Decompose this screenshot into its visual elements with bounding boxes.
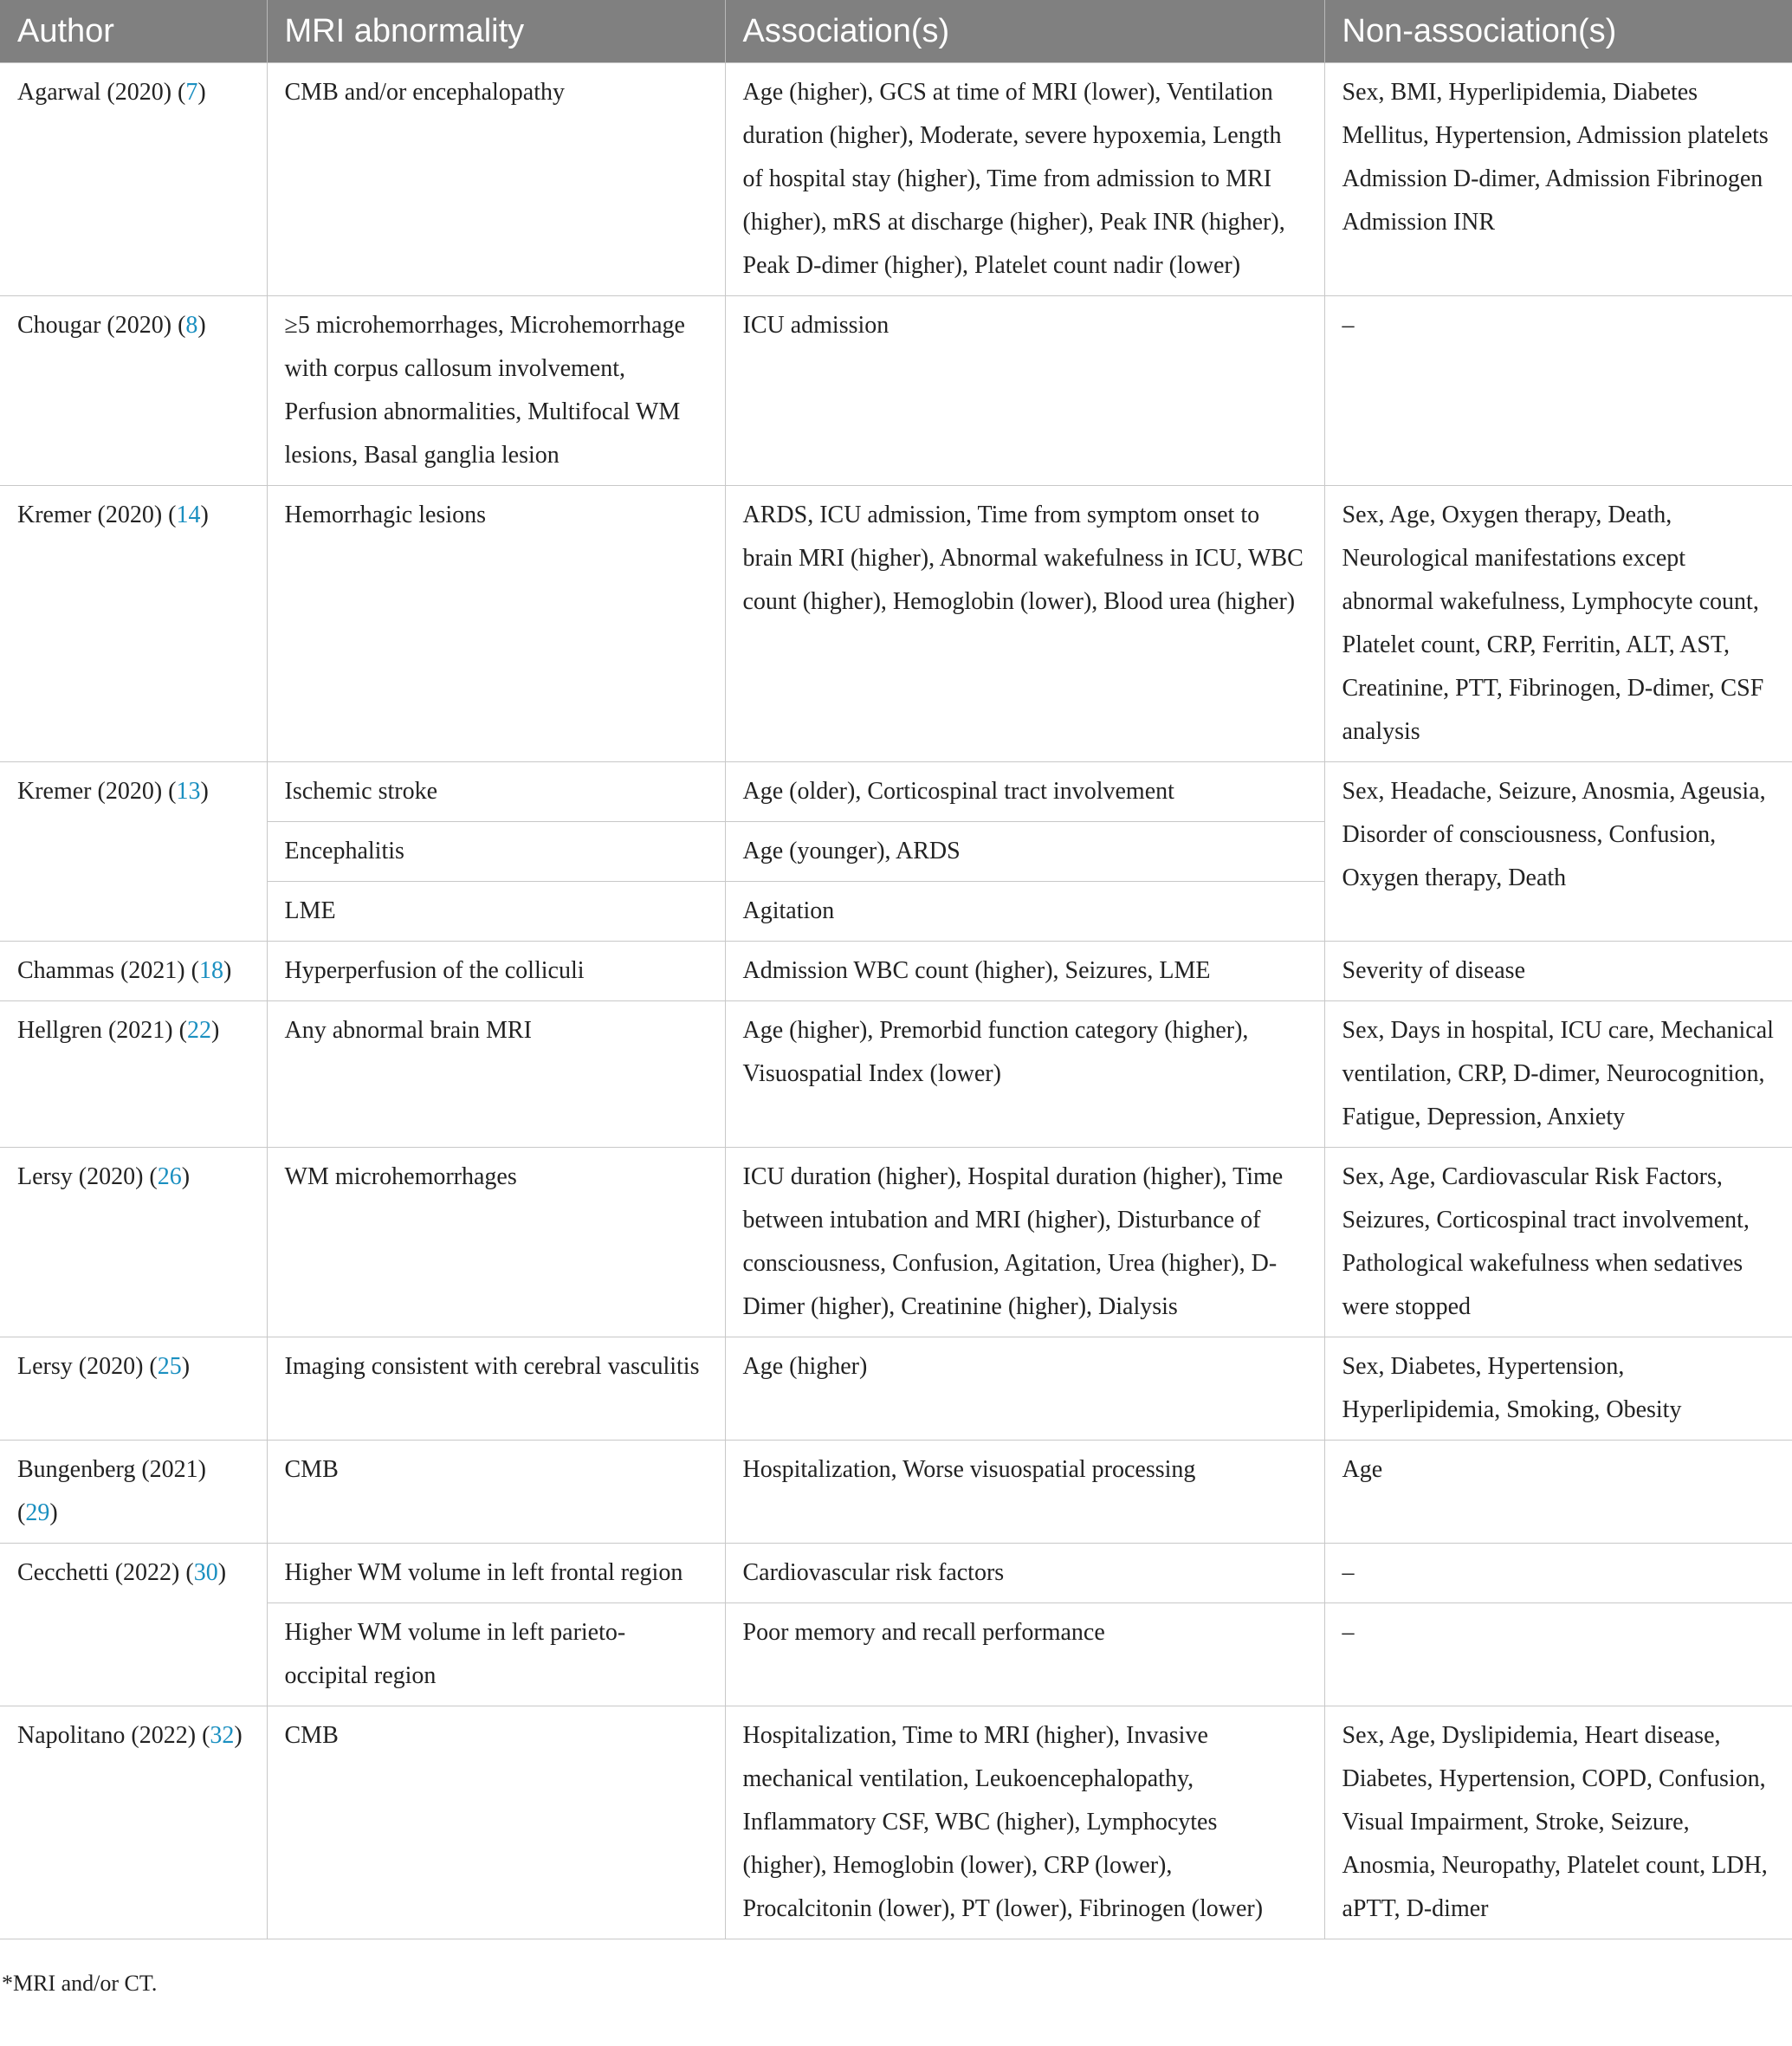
reference-link[interactable]: 18 [198, 957, 223, 984]
table-row [0, 1001, 1792, 1148]
mri-cell: Higher WM volume in left parieto-occipital region [267, 1603, 725, 1706]
table-row [0, 1706, 1792, 1939]
mri-cell: WM microhemorrhages [267, 1148, 725, 1337]
author-cell: Kremer (2020) (13) [0, 762, 267, 942]
non-association-cell: Sex, Days in hospital, ICU care, Mechanical ventilation, CRP, D-dimer, Neurocognition, Fatigue, Depression, Anxiety [1324, 1001, 1792, 1148]
reference-link[interactable]: 7 [185, 79, 198, 106]
association-cell: ARDS, ICU admission, Time from symptom onset to brain MRI (higher), Abnormal wakefulness in ICU, WBC count (higher), Hemoglobin (lower), Blood urea (higher) [725, 486, 1324, 762]
author-cell: Napolitano (2022) (32) [0, 1706, 267, 1939]
header-associations: Association(s) [725, 0, 1324, 63]
association-cell: ICU admission [725, 296, 1324, 486]
table-row [0, 1544, 1792, 1603]
reference-link[interactable]: 32 [210, 1722, 235, 1749]
table-body [0, 63, 1792, 1939]
non-association-cell: Age [1324, 1441, 1792, 1544]
reference-link[interactable]: 26 [157, 1163, 182, 1190]
mri-cell: ≥5 microhemorrhages, Microhemorrhage with corpus callosum involvement, Perfusion abnormalities, Multifocal WM lesions, Basal ganglia lesion [267, 296, 725, 486]
mri-cell: LME [267, 882, 725, 942]
association-cell: Age (younger), ARDS [725, 822, 1324, 882]
association-cell: ICU duration (higher), Hospital duration (higher), Time between intubation and MRI (higher), Disturbance of consciousness, Confusion, Agitation, Urea (higher), D-Dimer (higher), Creatinine (higher), Dialysis [725, 1148, 1324, 1337]
header-row [0, 0, 1792, 63]
mri-cell: Any abnormal brain MRI [267, 1001, 725, 1148]
author-cell: Agarwal (2020) (7) [0, 63, 267, 296]
author-cell: Lersy (2020) (26) [0, 1148, 267, 1337]
reference-link[interactable]: 8 [185, 312, 198, 339]
association-cell: Cardiovascular risk factors [725, 1544, 1324, 1603]
mri-cell: Hyperperfusion of the colliculi [267, 942, 725, 1001]
non-association-cell: Sex, Age, Cardiovascular Risk Factors, Seizures, Corticospinal tract involvement, Pathological wakefulness when sedatives were stopped [1324, 1148, 1792, 1337]
table-row [0, 942, 1792, 1001]
table-row [0, 63, 1792, 296]
non-association-cell: – [1324, 296, 1792, 486]
mri-cell: Imaging consistent with cerebral vasculitis [267, 1337, 725, 1441]
table-row [0, 1603, 1792, 1706]
non-association-cell: Sex, BMI, Hyperlipidemia, Diabetes Mellitus, Hypertension, Admission platelets Admission D-dimer, Admission Fibrinogen Admission INR [1324, 63, 1792, 296]
author-cell: Lersy (2020) (25) [0, 1337, 267, 1441]
header-non-associations: Non-association(s) [1324, 0, 1792, 63]
table-row [0, 296, 1792, 486]
reference-link[interactable]: 30 [193, 1559, 218, 1586]
association-cell: Agitation [725, 882, 1324, 942]
header-author: Author [0, 0, 267, 63]
reference-link[interactable]: 22 [186, 1017, 211, 1044]
table-header [0, 0, 1792, 63]
reference-link[interactable]: 29 [25, 1499, 50, 1526]
table-row [0, 1337, 1792, 1441]
non-association-cell: Sex, Age, Dyslipidemia, Heart disease, Diabetes, Hypertension, COPD, Confusion, Visual Impairment, Stroke, Seizure, Anosmia, Neuropathy, Platelet count, LDH, aPTT, D-dimer [1324, 1706, 1792, 1939]
association-cell: Hospitalization, Time to MRI (higher), Invasive mechanical ventilation, Leukoencephalopathy, Inflammatory CSF, WBC (higher), Lymphocytes (higher), Hemoglobin (lower), CRP (lower), Procalcitonin (lower), PT (lower), Fibrinogen (lower) [725, 1706, 1324, 1939]
association-cell: Age (higher), GCS at time of MRI (lower), Ventilation duration (higher), Moderate, severe hypoxemia, Length of hospital stay (higher), Time from admission to MRI (higher), mRS at discharge (higher), Peak INR (higher), Peak D-dimer (higher), Platelet count nadir (lower) [725, 63, 1324, 296]
mri-cell: Ischemic stroke [267, 762, 725, 822]
non-association-cell: Sex, Headache, Seizure, Anosmia, Ageusia, Disorder of consciousness, Confusion, Oxygen therapy, Death [1324, 762, 1792, 942]
table-row [0, 762, 1792, 822]
mri-cell: Hemorrhagic lesions [267, 486, 725, 762]
association-cell: Age (higher) [725, 1337, 1324, 1441]
table-row [0, 486, 1792, 762]
reference-link[interactable]: 14 [176, 502, 201, 528]
mri-cell: CMB [267, 1706, 725, 1939]
non-association-cell: Sex, Age, Oxygen therapy, Death, Neurological manifestations except abnormal wakefulness, Lymphocyte count, Platelet count, CRP, Ferritin, ALT, AST, Creatinine, PTT, Fibrinogen, D-dimer, CSF analysis [1324, 486, 1792, 762]
non-association-cell: – [1324, 1544, 1792, 1603]
table-footnote: *MRI and/or CT. [2, 1971, 158, 1996]
mri-cell: Higher WM volume in left frontal region [267, 1544, 725, 1603]
association-cell: Age (higher), Premorbid function category (higher), Visuospatial Index (lower) [725, 1001, 1324, 1148]
reference-link[interactable]: 13 [176, 778, 201, 805]
association-cell: Age (older), Corticospinal tract involvement [725, 762, 1324, 822]
author-cell: Cecchetti (2022) (30) [0, 1544, 267, 1706]
association-cell: Hospitalization, Worse visuospatial processing [725, 1441, 1324, 1544]
author-cell: Kremer (2020) (14) [0, 486, 267, 762]
author-cell: Chougar (2020) (8) [0, 296, 267, 486]
reference-link[interactable]: 25 [157, 1353, 182, 1380]
non-association-cell: – [1324, 1603, 1792, 1706]
table-row [0, 1148, 1792, 1337]
mri-cell: Encephalitis [267, 822, 725, 882]
mri-cell: CMB [267, 1441, 725, 1544]
association-cell: Poor memory and recall performance [725, 1603, 1324, 1706]
non-association-cell: Severity of disease [1324, 942, 1792, 1001]
mri-cell: CMB and/or encephalopathy [267, 63, 725, 296]
non-association-cell: Sex, Diabetes, Hypertension, Hyperlipidemia, Smoking, Obesity [1324, 1337, 1792, 1441]
author-cell: Chammas (2021) (18) [0, 942, 267, 1001]
header-mri-abnormality: MRI abnormality [267, 0, 725, 63]
author-cell: Bungenberg (2021) (29) [0, 1441, 267, 1544]
association-cell: Admission WBC count (higher), Seizures, LME [725, 942, 1324, 1001]
author-cell: Hellgren (2021) (22) [0, 1001, 267, 1148]
table-row [0, 1441, 1792, 1544]
